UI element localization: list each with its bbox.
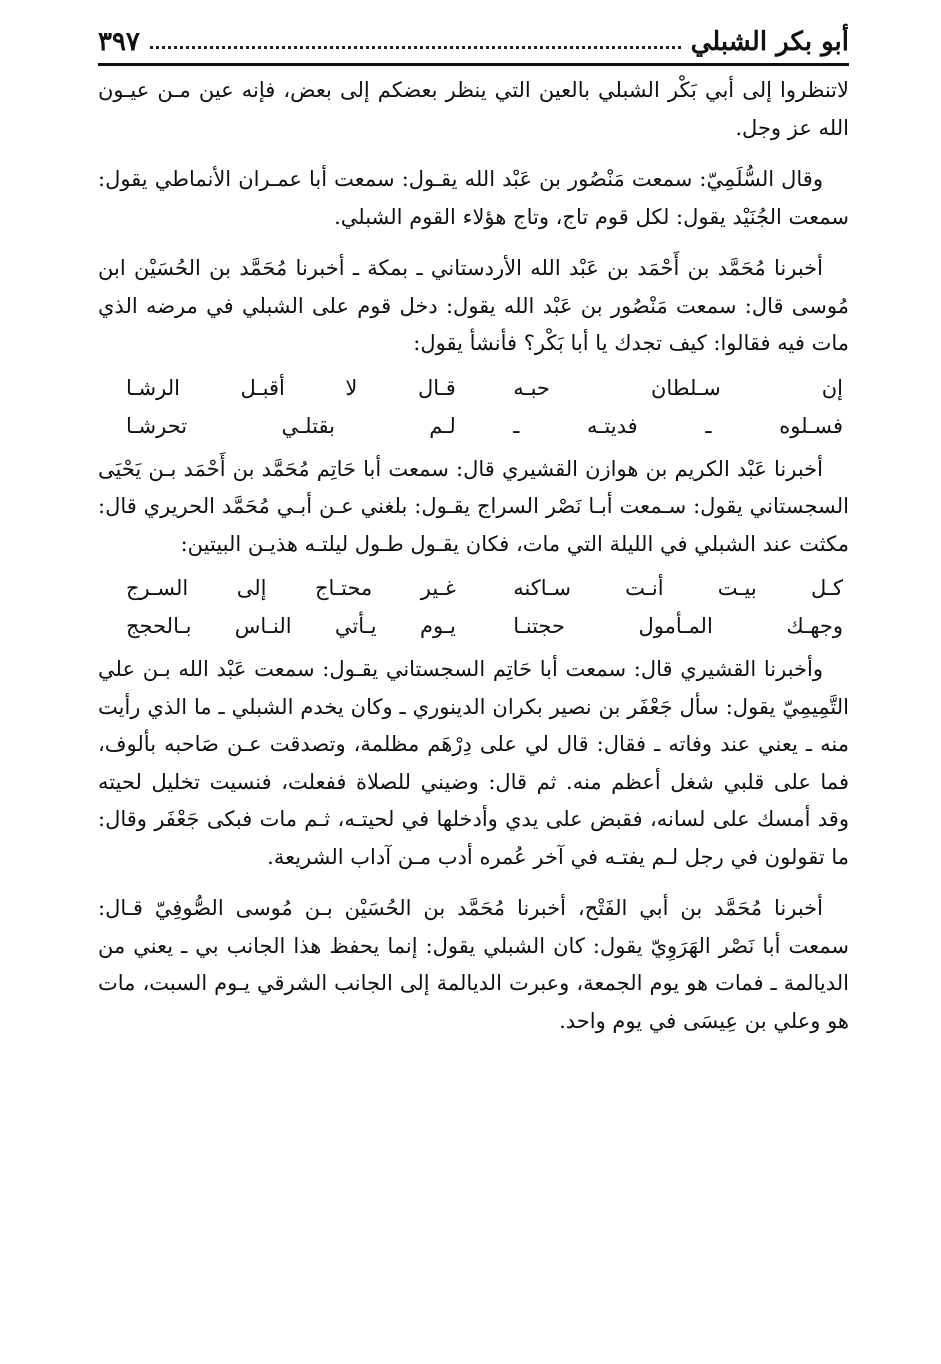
paragraph-3: أخبرنا مُحَمَّد بن أَحْمَد بن عَبْد الله الأردستاني ـ بمكة ـ أخبرنا مُحَمَّد بن الحُسَيْن ابن مُوسى قال: سمعت مَنْصُور بن عَبْد الله يقول: دخل قوم على الشبلي في مرضه الذي مات فيه فقالوا: كيف تجدك يا أبا بَكْر؟ فأنشأ يقول: [98,256,849,355]
verse-line [98,607,849,645]
running-head: أبو بكر الشبلي [690,27,849,57]
verse-line [98,569,849,607]
verse-hemistich-left: قـال لا أقبـل الرشـا [126,375,456,400]
page-header [98,18,849,66]
paragraph-6: أخبرنا مُحَمَّد بن أبي الفَتْح، أخبرنا مُحَمَّد بن الحُسَيْن بـن مُوسى الصُّوفِيّ قـال: سمعت أبا نَصْر الهَرَوِيّ يقول: كان الشبلي يقول: إنما يحفظ هذا الجانب بي ـ يعني من الديالمة ـ فمات هو يوم الجمعة، وعبرت الديالمة إلى الجانب الشرقي يـوم السبت، مات هو وعلي بن عِيسَى في يوم واحد. [98,896,849,1033]
verse-hemistich-right: وجهـك المـأمول حجتنـا [513,614,843,638]
paragraph-4: أخبرنا عَبْد الكريم بن هوازن القشيري قال: سمعت أبا حَاتِم مُحَمَّد بن أَحْمَد بـن يَحْيَى السجستاني يقول: سـمعت أبـا نَصْر السراج يقـول: بلغني عـن أبـي مُحَمَّد الحريري قال: مكثت عند الشبلي في الليلة التي مات، فكان يقـول طـول ليلتـه هذيـن البيتين: [98,456,849,556]
verse-hemistich-right: فسـلوه ـ فديتـه ـ [513,413,843,438]
verse-line [98,369,849,407]
header-leader-dots [150,45,681,49]
paragraph-5: وأخبرنا القشيري قال: سمعت أبا حَاتِم السجستاني يقـول: سمعت عَبْد الله بـن علي التَّمِيمِيّ يقول: سأل جَعْفَر بن نصير بكران الدينوري ـ وكان يخدم الشبلي ـ ما الذي رأيت منه ـ يعني عند وفاته ـ فقال: قال لي على دِرْهَم مظلمة، وتصدقت عـن صَاحبه بألوف، فما على قلبي شغل أعظم منه. ثم قال: وضيني للصلاة ففعلت، فنسيت تخليل لحيته وقد أمسك على لسانه، فقبض على يدي وأدخلها في لحيتـه، ثـم مات فبكى جَعْفَر وقال: ما تقولون في رجل لـم يفتـه في آخر عُمره أدب مـن آداب الشريعة. [98,657,849,869]
verse-hemistich-left: يـوم يـأتي النـاس بـالحجج [126,614,456,638]
verse-hemistich-left: غـير محتـاج إلى السـرج [126,576,456,600]
verse-block-1 [98,369,849,445]
verse-hemistich-right: كـل بيـت أنـت سـاكنه [513,576,843,600]
verse-line [98,407,849,445]
verse-hemistich-right: إن سـلطان حبـه [513,375,843,400]
page-number: ٣٩٧ [98,27,140,57]
paragraph-1: لاتنظروا إلى أبي بَكْر الشبلي بالعين التي ينظر بعضكم إلى بعض، فإنه عين مـن عيـون الله عز وجل. [98,78,849,140]
verse-hemistich-left: لـم بقتلـي تحرشـا [126,413,456,438]
verse-block-2 [98,569,849,645]
paragraph-2: وقال السُّلَمِيّ: سمعت مَنْصُور بن عَبْد الله يقـول: سمعت أبا عمـران الأنماطي يقول: سمعت الجُنَيْد يقول: لكل قوم تاج، وتاج هؤلاء القوم الشبلي. [98,167,849,229]
